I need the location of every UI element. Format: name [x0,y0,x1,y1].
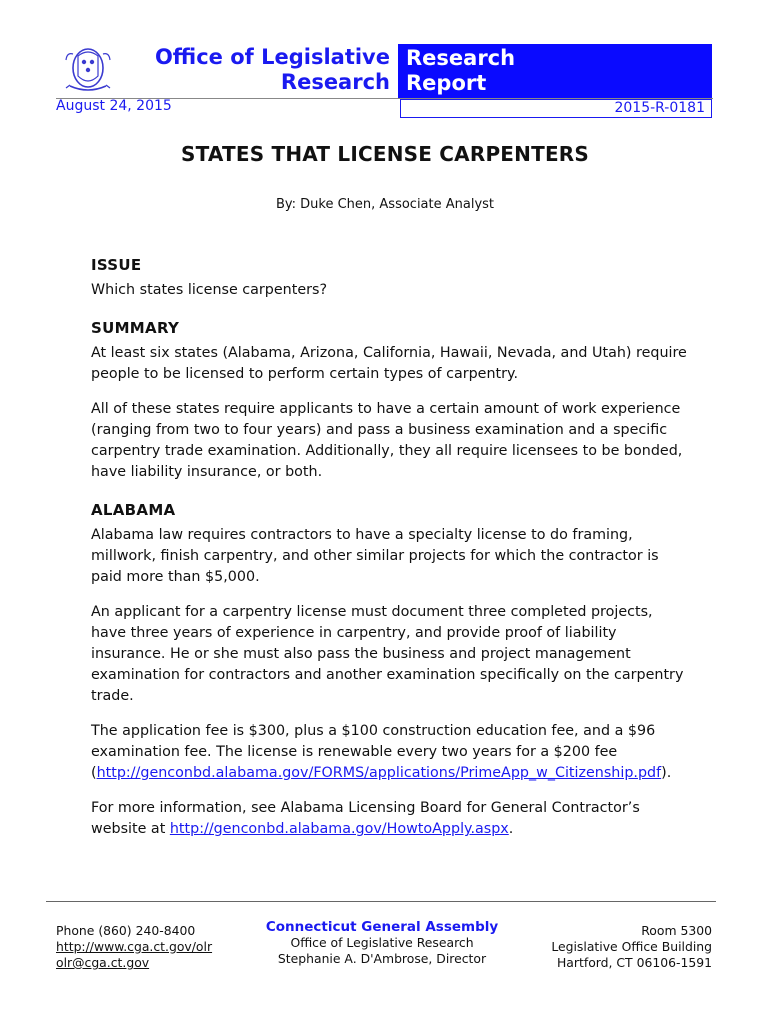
alabama-paragraph-3 [91,721,691,784]
section-heading-issue: ISSUE [91,256,142,274]
summary-paragraph-1: At least six states (Alabama, Arizona, California, Hawaii, Nevada, and Utah) require people to be licensed to perform certain types of carpentry. [91,345,687,382]
issue-text: Which states license carpenters? [91,282,328,298]
footer-organization [250,919,514,967]
alabama-info-text-end: . [508,821,514,837]
prime-app-link[interactable]: http://genconbd.alabama.gov/FORMS/applications/PrimeApp_w_Citizenship.pdf [96,765,662,781]
issue-section [91,256,691,301]
alabama-paragraph-1: Alabama law requires contractors to have a specialty license to do framing, millwork, finish carpentry, and other similar projects for which the contractor is paid more than $5,000. [91,527,659,585]
research-report-banner [398,44,712,98]
footer-website-link[interactable]: http://www.cga.ct.gov/olr [56,939,213,954]
alabama-paragraph-2: An applicant for a carpentry license must document three completed projects, have three years of experience in carpentry, and provide proof of liability insurance. He or she must also pass the business and project management examination for contractors and another examination specifically on the carpentry trade. [91,604,684,704]
footer-director: Stephanie A. D'Ambrose, Director [277,951,487,966]
summary-section [91,319,691,483]
alabama-fee-text-end: ). [661,765,672,781]
document-body [91,256,691,854]
alabama-info-text: For more information, see Alabama Licensing Board for General Contractor’s website at [91,800,640,837]
report-number: 2015-R-0181 [400,99,712,118]
footer-phone: Phone (860) 240-8400 [56,923,196,938]
footer-email-link[interactable]: olr@cga.ct.gov [56,955,150,970]
office-title-line1: Office of Legislative [154,45,390,69]
footer-divider [46,901,716,902]
how-to-apply-link[interactable]: http://genconbd.alabama.gov/HowtoApply.aspx [169,821,509,837]
footer-org-name: Connecticut General Assembly [265,919,499,935]
alabama-fee-text: The application fee is $300, plus a $100 construction education fee, and a $96 examination fee. The license is renewable every two years for a $200 fee ( [91,723,656,781]
footer-contact [56,923,212,971]
footer-building: Legislative Office Building [551,939,712,954]
alabama-section [91,501,691,840]
section-heading-summary: SUMMARY [91,319,180,337]
state-seal-icon [56,42,120,98]
footer-address [500,923,712,971]
report-banner-line1: Research [406,46,516,70]
report-banner-line2: Report [406,71,487,95]
document-title: STATES THAT LICENSE CARPENTERS [180,142,590,166]
footer-room: Room 5300 [641,923,712,938]
footer-office-name: Office of Legislative Research [290,935,474,950]
alabama-paragraph-4 [91,798,691,840]
summary-paragraph-2: All of these states require applicants to have a certain amount of work experience (ranging from two to four years) and pass a business examination and a specific carpentry trade examination. Additionally, they all require licensees to be bonded, have liability insurance, or both. [91,401,683,480]
byline: By: Duke Chen, Associate Analyst [275,197,495,212]
footer-city: Hartford, CT 06106-1591 [556,955,712,970]
section-heading-alabama: ALABAMA [91,501,176,519]
report-date: August 24, 2015 [56,98,172,114]
office-title-line2: Research [280,70,390,94]
office-title [150,45,390,95]
